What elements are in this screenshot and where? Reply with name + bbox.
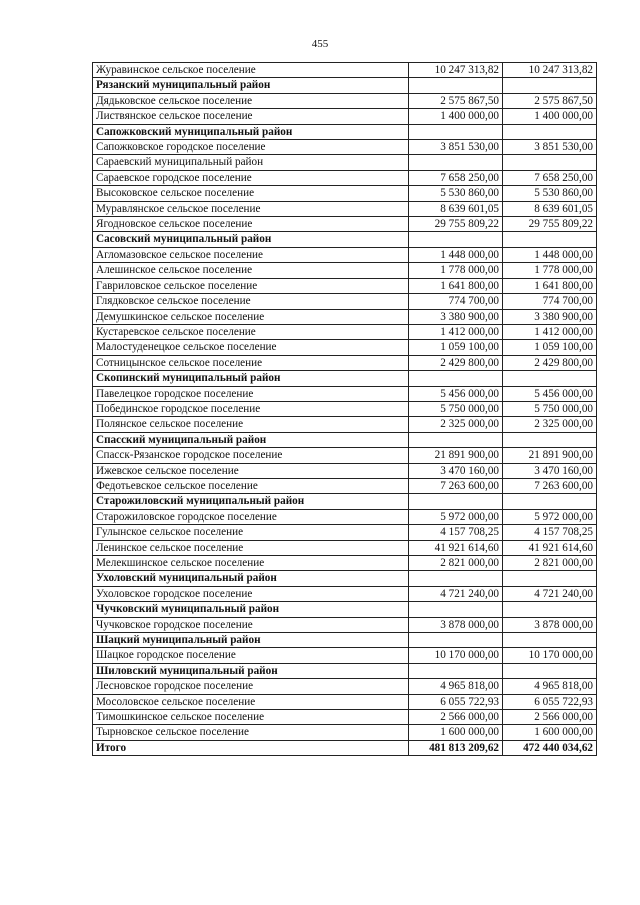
amount-cell-2: 4 157 708,25 [503,525,597,540]
district-row [93,78,597,93]
settlement-name: Федотьевское сельское поселение [93,478,409,493]
table-row [93,525,597,540]
table-row [93,540,597,555]
amount-cell-2: 10 170 000,00 [503,648,597,663]
amount-cell-1 [409,633,503,648]
amount-cell-2 [503,78,597,93]
amount-cell-1: 5 972 000,00 [409,509,503,524]
table-row [93,294,597,309]
settlement-name: Тимошкинское сельское поселение [93,710,409,725]
amount-cell-1: 1 641 800,00 [409,278,503,293]
table-row [93,679,597,694]
amount-cell-2: 1 059 100,00 [503,340,597,355]
amount-cell-2: 7 658 250,00 [503,170,597,185]
settlement-name: Ухоловское городское поселение [93,586,409,601]
amount-cell-1: 10 170 000,00 [409,648,503,663]
settlement-name: Ижевское сельское поселение [93,463,409,478]
district-name: Шацкий муниципальный район [93,633,409,648]
amount-cell-2: 8 639 601,05 [503,201,597,216]
settlement-name: Журавинское сельское поселение [93,63,409,78]
amount-cell-1: 6 055 722,93 [409,694,503,709]
amount-cell-2: 1 600 000,00 [503,725,597,740]
table-row [93,340,597,355]
district-name: Сапожковский муниципальный район [93,124,409,139]
amount-cell-2: 472 440 034,62 [503,740,597,755]
settlement-name: Листвянское сельское поселение [93,109,409,124]
table-row [93,556,597,571]
amount-cell-1: 4 157 708,25 [409,525,503,540]
amount-cell-1 [409,663,503,678]
amount-cell-1: 1 600 000,00 [409,725,503,740]
amount-cell-1: 3 380 900,00 [409,309,503,324]
settlement-name: Высоковское сельское поселение [93,186,409,201]
settlement-name: Сапожковское городское поселение [93,140,409,155]
table-row [93,725,597,740]
amount-cell-1: 4 721 240,00 [409,586,503,601]
settlement-name: Глядковское сельское поселение [93,294,409,309]
settlement-name: Павелецкое городское поселение [93,386,409,401]
amount-cell-1: 1 400 000,00 [409,109,503,124]
district-name: Чучковский муниципальный район [93,602,409,617]
amount-cell-2 [503,663,597,678]
district-name: Рязанский муниципальный район [93,78,409,93]
district-name: Сараевский муниципальный район [93,155,409,170]
table-row [93,509,597,524]
amount-cell-1 [409,371,503,386]
amount-cell-2: 2 575 867,50 [503,93,597,108]
settlement-name: Муравлянское сельское поселение [93,201,409,216]
amount-cell-1: 2 821 000,00 [409,556,503,571]
district-name: Сасовский муниципальный район [93,232,409,247]
district-name: Ухоловский муниципальный район [93,571,409,586]
amount-cell-1: 1 778 000,00 [409,263,503,278]
settlement-name: Мосоловское сельское поселение [93,694,409,709]
amount-cell-1: 5 750 000,00 [409,401,503,416]
settlement-name: Агломазовское сельское поселение [93,247,409,262]
amount-cell-1: 5 456 000,00 [409,386,503,401]
amount-cell-2: 1 400 000,00 [503,109,597,124]
table-row [93,710,597,725]
settlement-name: Алешинское сельское поселение [93,263,409,278]
amount-cell-2 [503,124,597,139]
amount-cell-1 [409,155,503,170]
district-row [93,494,597,509]
amount-cell-2: 1 778 000,00 [503,263,597,278]
district-name: Скопинский муниципальный район [93,371,409,386]
settlement-name: Лесновское городское поселение [93,679,409,694]
amount-cell-2: 2 325 000,00 [503,417,597,432]
amount-cell-1 [409,602,503,617]
table-row [93,263,597,278]
district-row [93,663,597,678]
amount-cell-1: 774 700,00 [409,294,503,309]
district-row [93,633,597,648]
amount-cell-1 [409,124,503,139]
amount-cell-2 [503,633,597,648]
amount-cell-2 [503,432,597,447]
district-name: Старожиловский муниципальный район [93,494,409,509]
table-row [93,93,597,108]
settlement-name: Побединское городское поселение [93,401,409,416]
table-row [93,170,597,185]
table-row [93,63,597,78]
amount-cell-1: 3 851 530,00 [409,140,503,155]
district-name: Шиловский муниципальный район [93,663,409,678]
table-row [93,309,597,324]
settlement-name: Шацкое городское поселение [93,648,409,663]
settlement-name: Ягодновское сельское поселение [93,217,409,232]
table-row [93,386,597,401]
table-row [93,401,597,416]
settlement-name: Тырновское сельское поселение [93,725,409,740]
amount-cell-1: 481 813 209,62 [409,740,503,755]
settlement-name: Старожиловское городское поселение [93,509,409,524]
amount-cell-2: 2 429 800,00 [503,355,597,370]
settlement-name: Сараевское городское поселение [93,170,409,185]
table-row [93,109,597,124]
district-row [93,432,597,447]
settlement-name: Демушкинское сельское поселение [93,309,409,324]
amount-cell-2 [503,571,597,586]
amount-cell-1 [409,78,503,93]
table-row [93,324,597,339]
table-row [93,463,597,478]
budget-table [92,62,597,756]
amount-cell-1: 29 755 809,22 [409,217,503,232]
district-name: Спасский муниципальный район [93,432,409,447]
settlement-name: Ленинское сельское поселение [93,540,409,555]
amount-cell-1: 1 059 100,00 [409,340,503,355]
settlement-name: Спасск-Рязанское городское поселение [93,448,409,463]
amount-cell-1: 2 575 867,50 [409,93,503,108]
district-row [93,371,597,386]
amount-cell-2 [503,232,597,247]
amount-cell-2: 5 456 000,00 [503,386,597,401]
amount-cell-1: 2 566 000,00 [409,710,503,725]
table-row [93,694,597,709]
amount-cell-2: 4 721 240,00 [503,586,597,601]
amount-cell-2 [503,371,597,386]
amount-cell-2: 6 055 722,93 [503,694,597,709]
settlement-name: Малостуденецкое сельское поселение [93,340,409,355]
total-label: Итого [93,740,409,755]
amount-cell-1: 10 247 313,82 [409,63,503,78]
table-row [93,278,597,293]
amount-cell-2: 2 821 000,00 [503,556,597,571]
amount-cell-2: 3 878 000,00 [503,617,597,632]
table-row [93,478,597,493]
amount-cell-2: 41 921 614,60 [503,540,597,555]
amount-cell-2 [503,602,597,617]
table-row [93,355,597,370]
district-row [93,124,597,139]
amount-cell-1: 3 878 000,00 [409,617,503,632]
amount-cell-2: 7 263 600,00 [503,478,597,493]
amount-cell-1: 4 965 818,00 [409,679,503,694]
amount-cell-1: 7 263 600,00 [409,478,503,493]
district-row [93,155,597,170]
amount-cell-2: 5 750 000,00 [503,401,597,416]
amount-cell-2: 21 891 900,00 [503,448,597,463]
amount-cell-2: 1 641 800,00 [503,278,597,293]
settlement-name: Полянское сельское поселение [93,417,409,432]
total-row [93,740,597,755]
settlement-name: Дядьковское сельское поселение [93,93,409,108]
district-row [93,571,597,586]
settlement-name: Гавриловское сельское поселение [93,278,409,293]
settlement-name: Сотницынское сельское поселение [93,355,409,370]
table-row [93,217,597,232]
amount-cell-2: 5 972 000,00 [503,509,597,524]
amount-cell-2: 3 380 900,00 [503,309,597,324]
amount-cell-2: 4 965 818,00 [503,679,597,694]
table-row [93,617,597,632]
table-row [93,247,597,262]
table-row [93,448,597,463]
amount-cell-1: 1 412 000,00 [409,324,503,339]
amount-cell-1 [409,571,503,586]
amount-cell-2: 29 755 809,22 [503,217,597,232]
table-row [93,186,597,201]
district-row [93,602,597,617]
table-row [93,586,597,601]
table-row [93,648,597,663]
settlement-name: Гулынское сельское поселение [93,525,409,540]
amount-cell-2 [503,494,597,509]
page-number: 455 [311,38,329,50]
amount-cell-2: 10 247 313,82 [503,63,597,78]
amount-cell-1 [409,432,503,447]
table-row [93,201,597,216]
amount-cell-1: 41 921 614,60 [409,540,503,555]
amount-cell-2 [503,155,597,170]
district-row [93,232,597,247]
amount-cell-1: 21 891 900,00 [409,448,503,463]
amount-cell-1: 8 639 601,05 [409,201,503,216]
budget-table-body [93,63,597,756]
amount-cell-1: 2 429 800,00 [409,355,503,370]
amount-cell-2: 3 851 530,00 [503,140,597,155]
amount-cell-2: 774 700,00 [503,294,597,309]
amount-cell-1: 7 658 250,00 [409,170,503,185]
settlement-name: Чучковское городское поселение [93,617,409,632]
amount-cell-2: 5 530 860,00 [503,186,597,201]
amount-cell-2: 1 448 000,00 [503,247,597,262]
table-row [93,417,597,432]
settlement-name: Мелекшинское сельское поселение [93,556,409,571]
amount-cell-2: 3 470 160,00 [503,463,597,478]
amount-cell-1: 1 448 000,00 [409,247,503,262]
amount-cell-1: 3 470 160,00 [409,463,503,478]
amount-cell-1 [409,232,503,247]
amount-cell-2: 2 566 000,00 [503,710,597,725]
amount-cell-1 [409,494,503,509]
settlement-name: Кустаревское сельское поселение [93,324,409,339]
amount-cell-1: 2 325 000,00 [409,417,503,432]
table-row [93,140,597,155]
amount-cell-2: 1 412 000,00 [503,324,597,339]
amount-cell-1: 5 530 860,00 [409,186,503,201]
